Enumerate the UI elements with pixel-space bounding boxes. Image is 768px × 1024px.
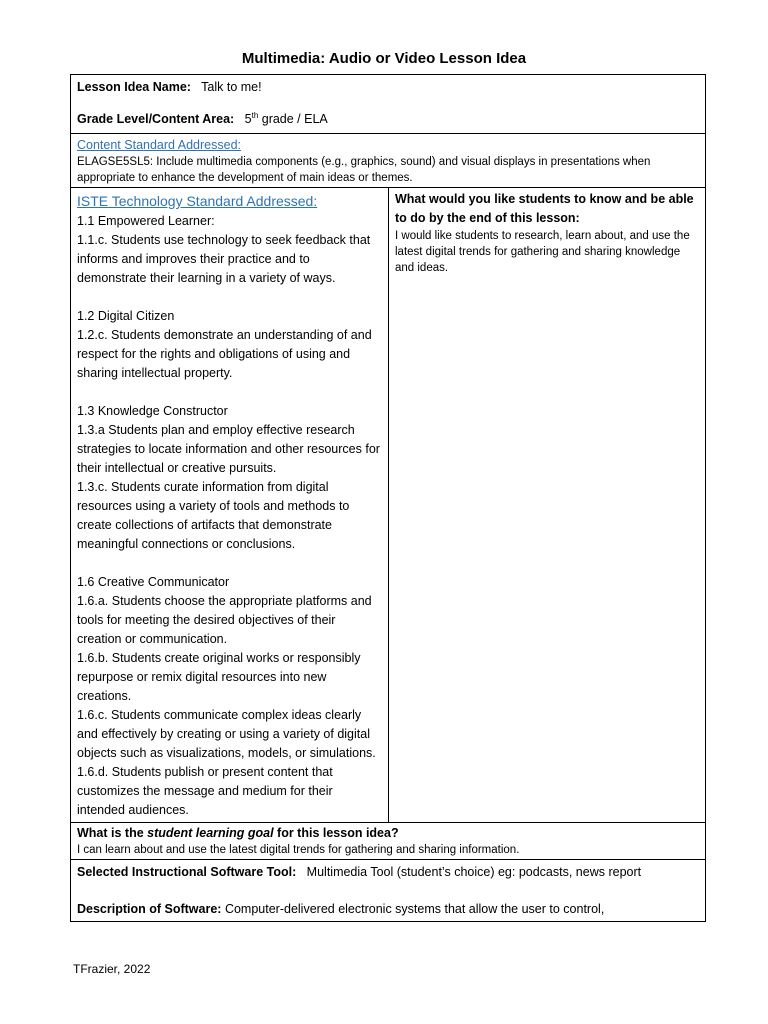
iste-standard-item: 1.3.a Students plan and employ effective research strategies to locate information and other resources for their intellectual or creative pursuits. — [77, 423, 384, 476]
iste-standard-item: 1.6.c. Students communicate complex ideas clearly and effectively by creating or using a variety of digital objects such as visualizations, models, or simulations. — [77, 708, 376, 761]
software-desc-label: Description of Software: — [77, 902, 222, 917]
iste-standards-list — [77, 212, 382, 820]
goal-answer: I can learn about and use the latest digital trends for gathering and sharing information. — [77, 844, 520, 857]
lesson-info-row — [71, 75, 706, 134]
software-desc-value: Computer-delivered electronic systems that allow the user to control, — [224, 902, 605, 917]
section-spacer — [77, 288, 382, 307]
software-tool-label: Selected Instructional Software Tool: — [77, 865, 297, 880]
footer-author: TFrazier, 2022 — [73, 962, 151, 976]
iste-standard-item: 1.1.c. Students use technology to seek feedback that informs and improves their practice and to demonstrate their learning in a variety of ways. — [77, 233, 374, 286]
iste-standard-item: 1.2.c. Students demonstrate an understanding of and respect for the rights and obligations of using and sharing intellectual property. — [77, 328, 376, 381]
iste-section-title: 1.3 Knowledge Constructor — [77, 404, 228, 419]
iste-section-title: 1.6 Creative Communicator — [77, 575, 230, 590]
grade-label: Grade Level/Content Area: — [77, 112, 235, 127]
iste-heading: ISTE Technology Standard Addressed: — [77, 193, 318, 210]
grade-number: 5 — [244, 112, 252, 127]
goal-question: What is the student learning goal for this lesson idea? — [77, 826, 399, 841]
iste-section-title: 1.2 Digital Citizen — [77, 309, 175, 324]
iste-section-title: 1.1 Empowered Learner: — [77, 214, 215, 229]
grade-suffix: th — [251, 111, 259, 120]
lesson-name-value: Talk to me! — [201, 80, 262, 94]
page-title: Multimedia: Audio or Video Lesson Idea — [241, 50, 527, 67]
content-standard-heading: Content Standard Addressed: — [77, 138, 242, 153]
goal-row — [71, 823, 706, 860]
objective-answer: I would like students to research, learn about, and use the latest digital trends for gathering and sharing knowledge and ideas. — [395, 230, 690, 275]
iste-standard-item: 1.6.a. Students choose the appropriate platforms and tools for meeting the desired objectives of their creation or communication. — [77, 594, 376, 647]
software-row — [71, 860, 706, 922]
content-standard-text: ELAGSE5SL5: Include multimedia components (e.g., graphics, sound) and visual displays in presentations when appropriate to enhance the development of main ideas or themes. — [77, 156, 651, 185]
objective-question: What would you like students to know and be able to do by the end of this lesson: — [395, 192, 694, 226]
iste-standard-item: 1.3.c. Students curate information from digital resources using a variety of tools and methods to create collections of artifacts that demonstrate meaningful connections or conclusions. — [77, 480, 353, 552]
section-spacer — [77, 383, 382, 402]
standards-row — [71, 188, 706, 823]
iste-standard-item: 1.6.b. Students create original works or responsibly repurpose or remix digital resources into new creations. — [77, 651, 364, 704]
section-spacer — [77, 554, 382, 573]
content-standard-row — [71, 134, 706, 188]
lesson-name-label: Lesson Idea Name: — [77, 80, 191, 94]
software-tool-value: Multimedia Tool (student’s choice) eg: podcasts, news report — [306, 865, 642, 880]
lesson-form-table — [70, 74, 706, 922]
grade-rest: grade / ELA — [258, 112, 328, 127]
iste-standard-item: 1.6.d. Students publish or present content that customizes the message and medium for their intended audiences. — [77, 765, 337, 818]
